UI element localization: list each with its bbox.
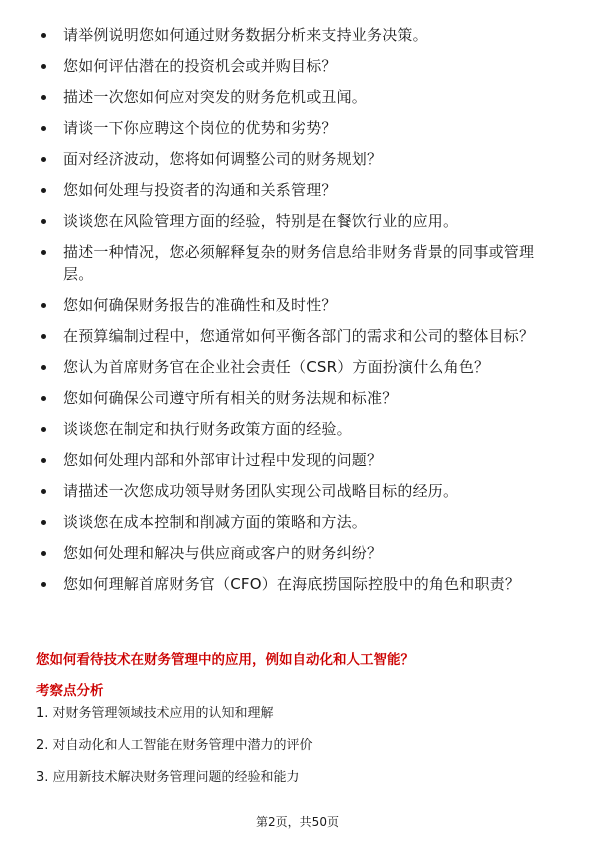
list-item [36, 387, 556, 409]
list-item [36, 449, 556, 471]
question-text: 您如何处理内部和外部审计过程中发现的问题？ [63, 451, 383, 469]
list-item [36, 294, 556, 316]
question-text: 您如何处理和解决与供应商或客户的财务纠纷？ [63, 544, 383, 562]
list-item [36, 24, 556, 46]
bullet-icon [41, 126, 46, 131]
bullet-icon [41, 396, 46, 401]
featured-question-heading: 您如何看待技术在财务管理中的应用，例如自动化和人工智能？ [36, 652, 414, 668]
list-item [36, 210, 556, 232]
list-item [36, 418, 556, 440]
list-item [36, 86, 556, 108]
bullet-icon [41, 582, 46, 587]
list-item [36, 55, 556, 77]
question-text: 请描述一次您成功领导财务团队实现公司战略目标的经历。 [63, 482, 459, 500]
list-item [36, 241, 556, 285]
list-item [36, 325, 556, 347]
analysis-points-list [36, 704, 556, 800]
list-item [36, 117, 556, 139]
bullet-icon [41, 458, 46, 463]
list-item [36, 179, 556, 201]
bullet-icon [41, 95, 46, 100]
bullet-icon [41, 520, 46, 525]
question-list [36, 24, 556, 604]
bullet-icon [41, 33, 46, 38]
bullet-icon [41, 334, 46, 339]
question-text: 请举例说明您如何通过财务数据分析来支持业务决策。 [63, 26, 428, 44]
list-item [36, 148, 556, 170]
analysis-point: 1. 对财务管理领域技术应用的认知和理解 [36, 706, 274, 721]
question-text: 谈谈您在风险管理方面的经验，特别是在餐饮行业的应用。 [63, 212, 459, 230]
question-text: 您如何理解首席财务官（CFO）在海底捞国际控股中的角色和职责？ [63, 575, 521, 593]
page-number-footer: 第2页，共50页 [256, 815, 339, 829]
question-text: 您认为首席财务官在企业社会责任（CSR）方面扮演什么角色？ [63, 358, 490, 376]
question-text: 您如何确保财务报告的准确性和及时性？ [63, 296, 337, 314]
bullet-icon [41, 303, 46, 308]
bullet-icon [41, 64, 46, 69]
question-text: 谈谈您在制定和执行财务政策方面的经验。 [63, 420, 352, 438]
question-text: 面对经济波动，您将如何调整公司的财务规划？ [63, 150, 383, 168]
question-text: 请谈一下你应聘这个岗位的优势和劣势？ [63, 119, 337, 137]
list-item [36, 573, 556, 595]
list-item [36, 356, 556, 378]
bullet-icon [41, 489, 46, 494]
question-text: 谈谈您在成本控制和削减方面的策略和方法。 [63, 513, 368, 531]
bullet-icon [41, 219, 46, 224]
list-item [36, 542, 556, 564]
list-item [36, 480, 556, 502]
question-text: 描述一次您如何应对突发的财务危机或丑闻。 [63, 88, 368, 106]
analysis-point: 3. 应用新技术解决财务管理问题的经验和能力 [36, 770, 300, 785]
list-item [36, 511, 556, 533]
question-text: 您如何评估潜在的投资机会或并购目标？ [63, 57, 337, 75]
bullet-icon [41, 427, 46, 432]
bullet-icon [41, 157, 46, 162]
bullet-icon [41, 188, 46, 193]
bullet-icon [41, 250, 46, 255]
question-text: 在预算编制过程中，您通常如何平衡各部门的需求和公司的整体目标？ [63, 327, 535, 345]
analysis-heading: 考察点分析 [36, 683, 104, 699]
bullet-icon [41, 551, 46, 556]
question-text: 您如何处理与投资者的沟通和关系管理？ [63, 181, 337, 199]
question-text: 描述一种情况，您必须解释复杂的财务信息给非财务背景的同事或管理层。 [63, 243, 535, 283]
question-text: 您如何确保公司遵守所有相关的财务法规和标准？ [63, 389, 398, 407]
analysis-point: 2. 对自动化和人工智能在财务管理中潜力的评价 [36, 738, 313, 753]
bullet-icon [41, 365, 46, 370]
